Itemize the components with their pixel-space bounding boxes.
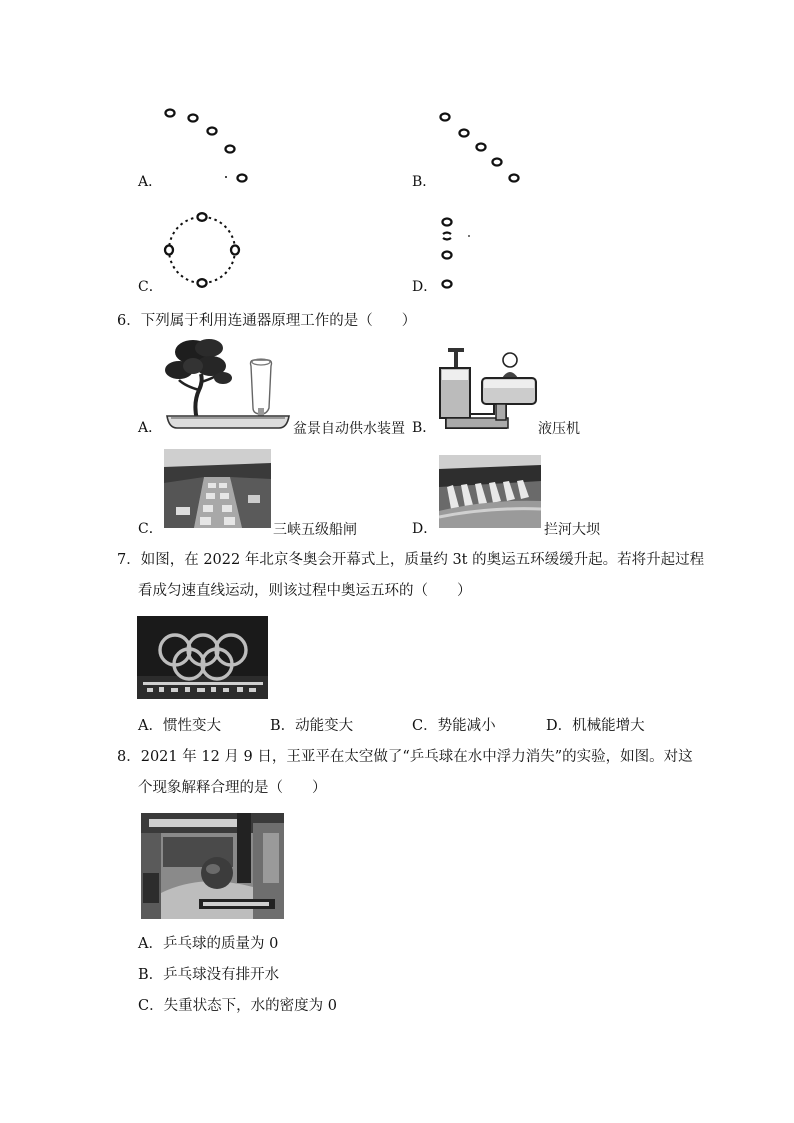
q7-stem-line1: 7．如图，在 2022 年北京冬奥会开幕式上，质量约 3t 的奥运五环缓缓升起。若将升起过程 <box>117 552 705 568</box>
q7-option-c[interactable]: C．势能减小 <box>412 718 496 734</box>
q8-option-a[interactable]: A．乒乓球的质量为 0 <box>138 936 279 952</box>
q8-option-b[interactable]: B．乒乓球没有排开水 <box>138 967 280 983</box>
q7-stem-line2: 看成匀速直线运动，则该过程中奥运五环的（ ） <box>138 583 472 599</box>
q6-option-b-label[interactable]: B． <box>412 420 437 436</box>
q5-option-a-diagram <box>160 105 250 185</box>
q7-option-a[interactable]: A．惯性变大 <box>138 718 221 734</box>
hydraulic-press-illustration <box>436 344 540 432</box>
dam-photo <box>439 455 541 528</box>
q8-option-c[interactable]: C．失重状态下，水的密度为 0 <box>138 998 337 1014</box>
q6-option-a-caption: 盆景自动供水装置 <box>293 421 405 437</box>
olympic-rings-photo <box>137 616 268 699</box>
q5-option-c-label[interactable]: C． <box>138 279 163 295</box>
q5-option-c-diagram <box>160 208 246 292</box>
q6-stem: 6．下列属于利用连通器原理工作的是（ ） <box>117 313 417 329</box>
q6-option-d-caption: 拦河大坝 <box>544 522 600 538</box>
q6-option-c-caption: 三峡五级船闸 <box>273 522 357 538</box>
q8-stem-line1: 8．2021 年 12 月 9 日，王亚平在太空做了“乒乓球在水中浮力消失”的实验，如图。对这 <box>117 749 693 765</box>
q6-option-b-caption: 液压机 <box>538 421 580 437</box>
q5-option-d-label[interactable]: D． <box>412 279 438 295</box>
ship-lock-photo <box>164 449 271 528</box>
q6-option-a-label[interactable]: A． <box>138 420 163 436</box>
q5-option-a-label[interactable]: A． <box>138 174 163 190</box>
space-station-photo <box>141 813 284 919</box>
bonsai-watering-illustration <box>163 338 293 432</box>
q6-option-c-label[interactable]: C． <box>138 521 163 537</box>
q5-option-b-label[interactable]: B． <box>412 174 437 190</box>
q6-option-d-label[interactable]: D． <box>412 521 438 537</box>
q5-option-b-diagram <box>435 108 525 188</box>
q8-stem-line2: 个现象解释合理的是（ ） <box>138 780 327 796</box>
q7-option-d[interactable]: D．机械能增大 <box>546 718 645 734</box>
q5-option-d-diagram <box>435 212 485 292</box>
q7-option-b[interactable]: B．动能变大 <box>270 718 354 734</box>
